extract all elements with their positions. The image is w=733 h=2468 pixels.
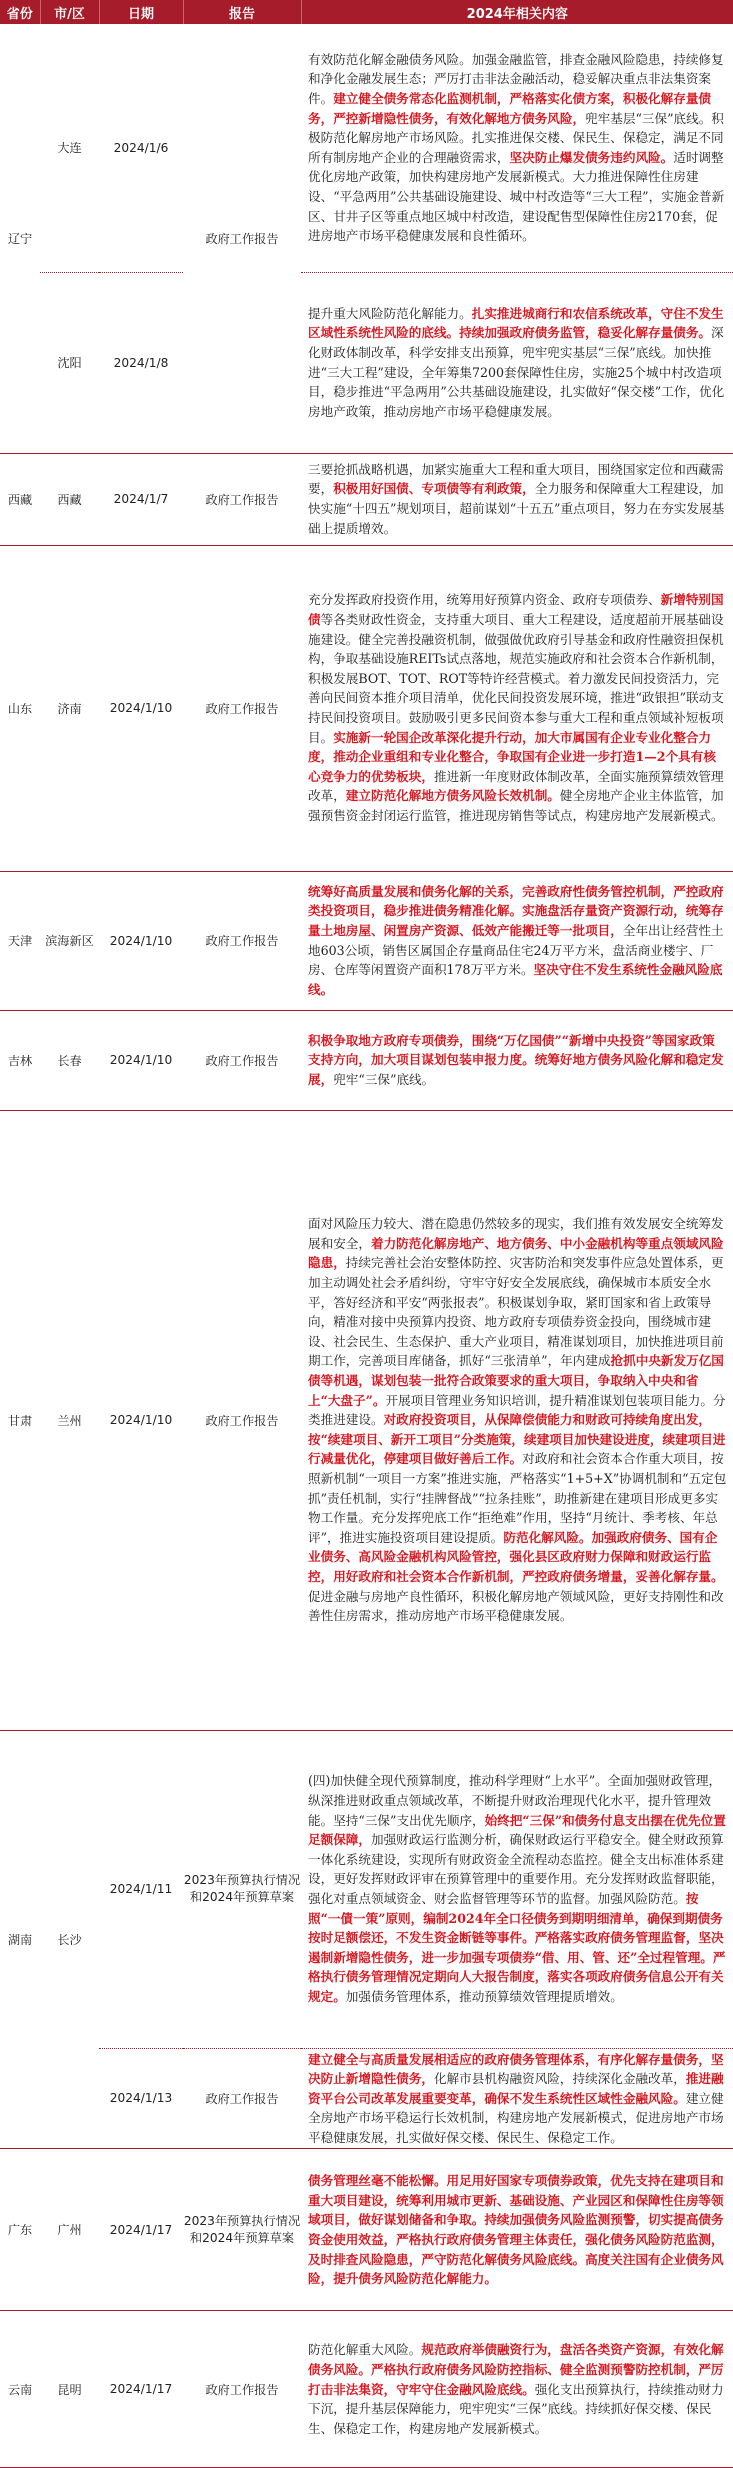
table-row bbox=[0, 453, 733, 545]
content-cell bbox=[301, 24, 733, 272]
report-cell: 政府工作报告 bbox=[183, 2048, 301, 2149]
body-text: 面对风险压力较大、潜在隐患仍然较多的现实，我们推有效发展安全统筹发展和安全， bbox=[308, 1216, 724, 1251]
date-cell: 2024/1/13 bbox=[99, 2048, 183, 2149]
body-text: 兜牢基层“三保”底线。 bbox=[585, 110, 712, 126]
content-cell bbox=[301, 453, 733, 545]
city-cell: 长春 bbox=[40, 1010, 99, 1110]
emphasis-text: 统筹好地方债务风险化解和稳定发展， bbox=[308, 1052, 724, 1087]
content-cell bbox=[301, 2149, 733, 2311]
date-cell: 2024/1/17 bbox=[99, 2149, 183, 2311]
table-row bbox=[0, 1010, 733, 1110]
body-text: 促进金融与房地产良性循环，积极化解房地产领域风险，更好支持刚性和改善性住房需求，推动房地产市场平稳健康发展。 bbox=[308, 1588, 724, 1624]
table-row bbox=[0, 2048, 733, 2149]
province-cell: 天津 bbox=[0, 871, 40, 1010]
province-cell: 吉林 bbox=[0, 1010, 40, 1110]
body-text: 全力服务和保障重大工程建设，加快实施“十四五”规划项目，超前谋划“十五五”重点项目，努力在夯实发展基础上提质增效。 bbox=[308, 481, 725, 536]
province-cell: 广东 bbox=[0, 2149, 40, 2311]
table-row bbox=[0, 545, 733, 871]
body-text: 三要抢抓战略机遇，加紧实施重大工程和重大项目，围绕国家定位和西藏需要， bbox=[308, 461, 724, 497]
date-cell: 2024/1/10 bbox=[99, 545, 183, 871]
body-text: 适时调整优化房地产政策，加快构建房地产发展新模式。大力推进保障性住房建设、“平急两用”公共基础设施建设、城中村改造等“三大工程”，实施金普新区、甘井子区等重点地区城中村改造，建设配售型保障性住房2170套，促进房地产市场平稳健康发展和良性循环。 bbox=[308, 149, 725, 244]
body-text: 防范化解重大风险。 bbox=[308, 2342, 422, 2358]
report-cell: 政府工作报告 bbox=[183, 2311, 301, 2468]
date-cell: 2024/1/10 bbox=[99, 1110, 183, 1730]
body-text: 有效防范化解金融债务风险。加强金融监管，排查金融风险隐患，持续修复和净化金融发展生态；严厉打击非法金融活动，稳妥解决重点非法集资案件。 bbox=[308, 51, 724, 106]
body-text: 深化财政体制改革，科学安排支出预算，兜牢兜实基层“三保”底线。加快推进“三大工程”建设，全年筹集7200套保障性住房，实施25个城中村改造项目，稳步推进“平急两用”公共基础设施建设，扎实做好“保交楼”工作，优化房地产政策，推动房地产市场平稳健康发展。 bbox=[308, 325, 725, 419]
body-text: (四)加快健全现代预算制度，推动科学理财“上水平”。全面加强财政管理，纵深推进财政重点领域改革，不断提升财政治理现代化水平，提升管理效能。坚持“三保”支出优先顺序， bbox=[308, 1773, 722, 1828]
emphasis-text: 坚决防止爆发债务违约风险。 bbox=[509, 149, 674, 165]
emphasis-text: 坚决守住不发生系统性金融风险底线。 bbox=[308, 962, 723, 997]
city-cell: 沈阳 bbox=[40, 272, 99, 453]
city-cell: 昆明 bbox=[40, 2311, 99, 2468]
emphasis-text: 推进融资平台公司改革发展重要变革，确保不发生系统性区域性金融风险。 bbox=[308, 2071, 724, 2106]
body-text: 强化支出预算执行，持续推动财力下沉，提升基层保障能力，兜牢兜实“三保”底线。持续抓好保交楼、保民生、保稳定工作，构建房地产发展新模式。 bbox=[308, 2381, 724, 2436]
province-cell: 辽宁 bbox=[0, 24, 40, 453]
content-cell bbox=[301, 1110, 733, 1730]
province-cell: 西藏 bbox=[0, 453, 40, 545]
emphasis-text: 始终把“三保”和债务付息支出摆在优先位置足额保障， bbox=[308, 1812, 726, 1848]
report-cell: 政府工作报告 bbox=[183, 871, 301, 1010]
header-date: 日期 bbox=[99, 0, 183, 24]
report-label: 2023年预算执行情况和2024年预算草案 bbox=[183, 2213, 301, 2245]
report-cell: 政府工作报告 bbox=[183, 1110, 301, 1730]
emphasis-text: 积极争取地方政府专项债券，围绕“万亿国债”“新增中央投资”等国家政策支持方向，加大项目谋划包装申报力度。 bbox=[308, 1032, 715, 1068]
report-cell: 政府工作报告 bbox=[183, 453, 301, 545]
emphasis-text: 扎实推进城商行和农信系统改革，守住不发生区域性系统性风险的底线。持续加强政府债务监管，稳妥化解存量债务。 bbox=[308, 305, 724, 341]
body-text: 对政府和社会资本合作重大项目，按照新机制“一项目一方案”推进实施，严格落实“1+5+X”协调机制和“五定包抓”责任机制，实行“挂牌督战”“拉条挂账”，助推新建在建项目形成更多实物工作量。充分发挥兜底工作“拒绝难”作用，坚持“月统计、季考核、年总评”，推进实施投资项目建设提质。 bbox=[308, 1451, 727, 1545]
body-text: 化解市县机构融资风险，持续深化金融改革， bbox=[433, 2071, 686, 2087]
province-cell: 山东 bbox=[0, 545, 40, 871]
report-label: 2023年预算执行情况和2024年预算草案 bbox=[183, 1873, 301, 1904]
emphasis-text: 按照“一債一策”原则，编制2024年全口径债务到期明细清单，确保到期债务按时足额偿还，不发生资金断链等事件。严格落实政府债务管理监督，坚决遏制新增隐性债务，进一步加强专项债券“借、用、管、还”全过程管理。严格执行债务管理情况定期向人大报告制度，落实各项政府债务信息公开有关规定。 bbox=[308, 1891, 726, 2004]
emphasis-text: 规范政府举债融资行为，盘活各类资产资源，有效化解债务风险。严格执行政府债务风险防控指标、健全监测预警防控机制，严厉打击非法集资，守牢守住金融风险底线。 bbox=[308, 2342, 724, 2397]
content-cell bbox=[301, 1010, 733, 1110]
city-cell: 长沙 bbox=[40, 1730, 99, 2149]
emphasis-text: 建立健全债务常态化监测机制，严格落实化债方案，积极化解存量债务，严控新增隐性债务，有效化解地方债务风险， bbox=[308, 90, 711, 126]
emphasis-text: 着力防范化解房地产、地方债务、中小金融机构等重点领域风险隐患， bbox=[308, 1235, 724, 1271]
emphasis-text: 新增特别国债 bbox=[308, 592, 724, 628]
city-cell: 大连 bbox=[40, 24, 99, 272]
report-cell bbox=[183, 2149, 301, 2311]
date-cell: 2024/1/6 bbox=[99, 24, 183, 272]
table-row bbox=[0, 2149, 733, 2311]
city-cell: 济南 bbox=[40, 545, 99, 871]
table-row bbox=[0, 1110, 733, 1730]
date-cell: 2024/1/10 bbox=[99, 1010, 183, 1110]
date-cell: 2024/1/7 bbox=[99, 453, 183, 545]
header-city: 市/区 bbox=[40, 0, 99, 24]
content-cell bbox=[301, 272, 733, 453]
content-cell bbox=[301, 2311, 733, 2468]
body-text: 推进新一年度财政体制改革，全面实施预算绩效管理改革， bbox=[308, 768, 724, 804]
emphasis-text: 统筹好高质量发展和债务化解的关系，完善政府性债务管控机制，严控政府类投资项目，稳步推进债务精准化解。 bbox=[308, 883, 724, 919]
body-text: 开展项目管理业务知识培训，提升精准谋划包装项目能力。分类推进建设。 bbox=[308, 1392, 726, 1428]
date-cell: 2024/1/17 bbox=[99, 2311, 183, 2468]
content-cell bbox=[301, 871, 733, 1010]
report-cell: 政府工作报告 bbox=[183, 545, 301, 871]
city-cell: 广州 bbox=[40, 2149, 99, 2311]
emphasis-text: 实施新一轮国企改革深化提升行动，加大市属国有企业专业化整合力度，推动企业重组和专业化整合，争取国有企业进一步打造1—2个具有核心竞争力的优势板块， bbox=[308, 729, 716, 784]
header-province: 省份 bbox=[0, 0, 40, 24]
content-cell bbox=[301, 545, 733, 871]
table-row bbox=[0, 24, 733, 272]
table-row bbox=[0, 2311, 733, 2468]
body-text: 持续完善社会治安整体防控、灾害防治和突发事件应急处置体系，更加主动调处社会矛盾纠纷，守牢守好安全发展底线，确保城市本质安全水平，答好经济和平安“两张报表”。积极谋划争取，紧盯国家和省上政策导向，精准对接中央预算内投资、地方政府专项债券资金投向，围绕城市建设、社会民生、生态保护、重大产业项目，精准谋划项目，加快推进项目前期工作，完善项目库储备，抓好“三张清单”，年内建成 bbox=[308, 1255, 724, 1369]
table-row bbox=[0, 272, 733, 453]
emphasis-text: 防范化解风险。加强政府债务、国有企业债务、高风险金融机构风险管控，强化县区政府财力保障和财政运行监控，用好政府和社会资本合作新机制，严控政府债务增量，妥善化解存量。 bbox=[308, 1529, 724, 1584]
date-cell: 2024/1/11 bbox=[99, 1730, 183, 2048]
body-text: 充分发挥政府投资作用，统筹用好预算内资金、政府专项债券、 bbox=[308, 592, 661, 608]
body-text: 建立健全房地产市场平稳运行长效机制，构建房地产发展新模式，促进房地产市场平稳健康发展，扎实做好保交楼、保民生、保稳定工作。 bbox=[308, 2090, 724, 2145]
body-text: 加强财政运行监测分析，确保财政运行平稳安全。健全财政预算一体化系统建设，实现所有财政资金全流程动态监控。健全支出标准体系建设，更好发挥财政评审在预算管理中的重要作用。充分发挥财政监督职能，强化对重点领域资金、财会监督管理等环节的监督。加强风险防范。 bbox=[308, 1832, 724, 1906]
city-cell: 滨海新区 bbox=[40, 871, 99, 1010]
body-text: 兜牢“三保”底线。 bbox=[333, 1071, 435, 1087]
body-text: 等各类财政性资金，支持重大项目、重大工程建设，适度超前开展基础设施建设。健全完善投融资机制，做强做优政府引导基金和政府性融资担保机构，争取基础设施REITs试点落地，规范实施政府和社会资本合作新机制，积极发展BOT、TOT、ROT等特许经营模式。着力激发民间投资活力，完善向民间资本推介项目清单，优化民间投资发展环境，推进“政银担”联动支持民间投资项目。鼓励吸引更多民间资本参与重大工程和重点领域补短板项目。 bbox=[308, 612, 724, 745]
table-row bbox=[0, 1730, 733, 2048]
city-cell: 西藏 bbox=[40, 453, 99, 545]
report-cell: 政府工作报告 bbox=[183, 1010, 301, 1110]
date-cell: 2024/1/8 bbox=[99, 272, 183, 453]
body-text: 加强债务管理体系，推动预算绩效管理提质增效。 bbox=[345, 1988, 623, 2004]
emphasis-text: 对政府投资项目，从保障偿债能力和财政可持续角度出发，按“续建项目、新开工项目”分类施策，续建项目加快建设进度，续建项目进行减量优化，停建项目做好善后工作。 bbox=[308, 1412, 726, 1467]
header-content: 2024年相关内容 bbox=[301, 0, 733, 24]
emphasis-text: 实施盘活存量资产资源行动，统筹存量土地房屋、闲置房产资源、低效产能搬迁等一批项目， bbox=[308, 903, 724, 938]
content-cell bbox=[301, 1730, 733, 2048]
content-cell bbox=[301, 2048, 733, 2149]
city-cell: 兰州 bbox=[40, 1110, 99, 1730]
emphasis-text: 建立健全与高质量发展相适应的政府债务管理体系，有序化解存量债务，坚决防止新增隐性债务， bbox=[308, 2051, 724, 2087]
table-row bbox=[0, 871, 733, 1010]
body-text: 全年出让经营性土地603公顷，销售区属国企存量商品住宅24万平方米，盘活商业楼宇、厂房、仓库等闲置资产面积178万平方米。 bbox=[308, 922, 724, 978]
emphasis-text: 抢抓中央新发万亿国债等机遇，谋划包装一批符合政策要求的重大项目，争取纳入中央和省上“大盘子”。 bbox=[308, 1353, 724, 1408]
header-row bbox=[0, 0, 733, 24]
header-report: 报告 bbox=[183, 0, 301, 24]
province-cell: 甘肃 bbox=[0, 1110, 40, 1730]
body-text: 积极防范化解房地产市场风险。扎实推进保交楼、保民生、保稳定，满足不同所有制房地产企业的合理融资需求， bbox=[308, 110, 724, 165]
body-text: 健全房地产企业主体监管，加强预售资金封闭运行监管，推进现房销售等试点，构建房地产发展新模式。 bbox=[308, 788, 724, 823]
date-cell: 2024/1/10 bbox=[99, 871, 183, 1010]
emphasis-text: 积极用好国债、专项债等有利政策， bbox=[333, 481, 535, 497]
body-text: 提升重大风险防范化解能力。 bbox=[308, 305, 472, 321]
province-cell: 云南 bbox=[0, 2311, 40, 2468]
emphasis-text: 债务管理丝毫不能松懈。用足用好国家专项债券政策，优先支持在建项目和重大项目建设，统筹利用城市更新、基础设施、产业园区和保障性住房等领域项目，做好谋划储备和争取。持续加强债务风险监测预警，切实提高债务资金使用效益，严格执行政府债务管理主体责任，强化债务风险防范监测，及时排查风险隐患，严守防范化解债务风险底线。高度关注国有企业债务风险，提升债务风险防范化解能力。 bbox=[308, 2173, 724, 2287]
report-cell bbox=[183, 1730, 301, 2048]
emphasis-text: 建立防范化解地方债务风险长效机制。 bbox=[345, 788, 560, 804]
province-cell: 湖南 bbox=[0, 1730, 40, 2149]
report-cell: 政府工作报告 bbox=[183, 24, 301, 453]
